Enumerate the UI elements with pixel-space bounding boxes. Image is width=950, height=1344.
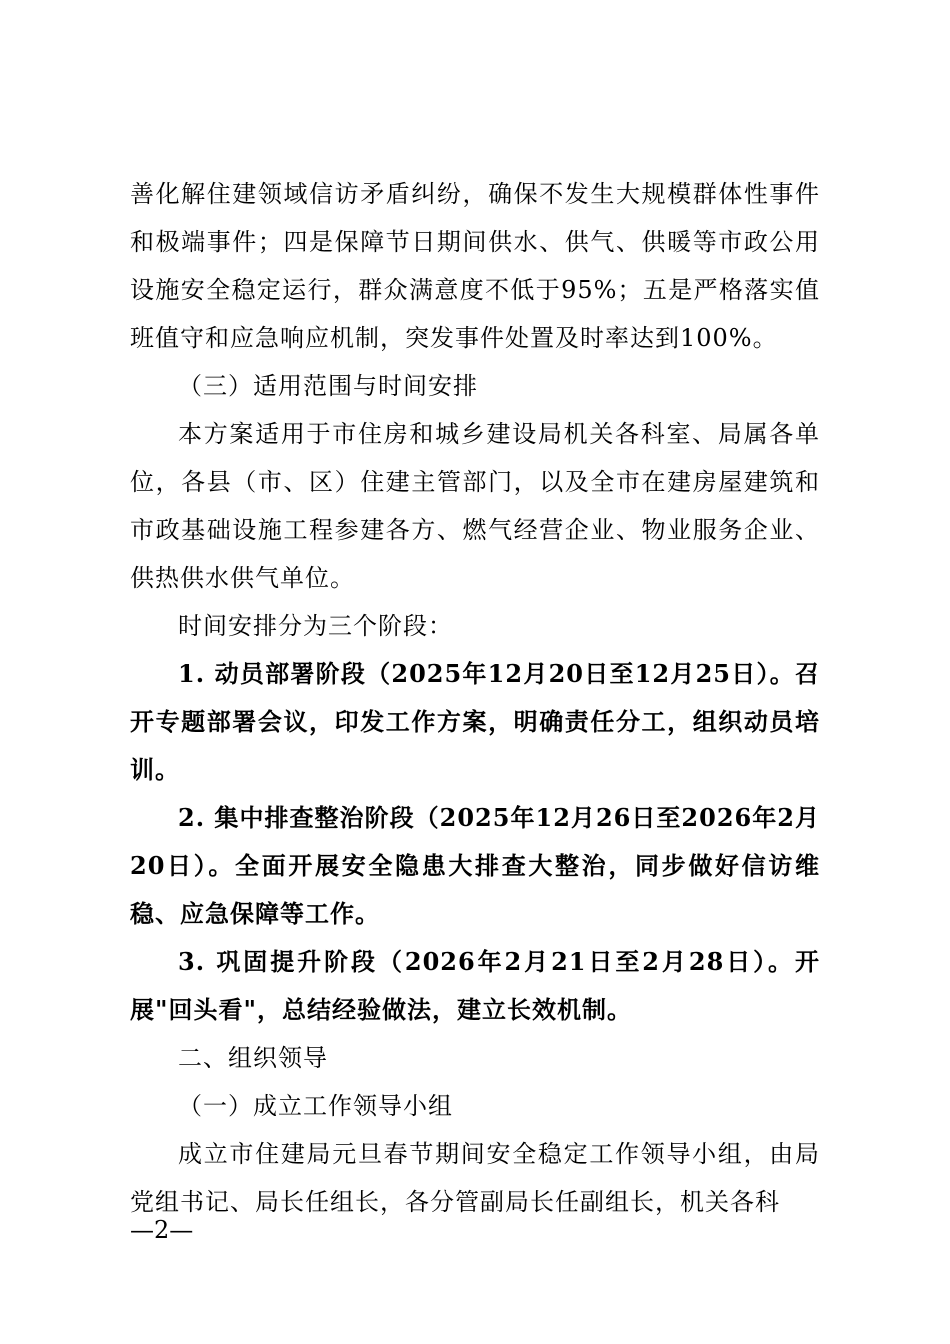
paragraph-leading-group: 成立市住建局元旦春节期间安全稳定工作领导小组，由局党组书记、局长任组长，各分管副局长任副组长，机关各科 [130,1140,820,1216]
stage-1-mobilization: 1. 动员部署阶段（2025年12月20日至12月25日）。召开专题部署会议，印发工作方案，明确责任分工，组织动员培训。 [130,659,820,784]
stage-3-consolidation: 3. 巩固提升阶段（2026年2月21日至2月28日）。开展"回头看"，总结经验做法，建立长效机制。 [130,947,820,1024]
page-number: —2— [130,1216,194,1244]
subheading-scope-schedule: （三）适用范围与时间安排 [178,372,478,400]
paragraph-schedule-intro: 时间安排分为三个阶段： [178,612,453,640]
stage-2-inspection: 2. 集中排查整治阶段（2025年12月26日至2026年2月20日）。全面开展安全隐患大排查大整治，同步做好信访维稳、应急保障等工作。 [130,803,820,928]
document-body [130,170,820,1226]
paragraph-scope: 本方案适用于市住房和城乡建设局机关各科室、局属各单位，各县（市、区）住建主管部门，以及全市在建房屋建筑和市政基础设施工程参建各方、燃气经营企业、物业服务企业、供热供水供气单位。 [130,420,820,592]
paragraph-continued: 善化解住建领域信访矛盾纠纷，确保不发生大规模群体性事件和极端事件；四是保障节日期间供水、供气、供暖等市政公用设施安全稳定运行，群众满意度不低于95%；五是严格落实值班值守和应急响应机制，突发事件处置及时率达到100%。 [130,180,820,352]
subheading-leading-group: （一）成立工作领导小组 [178,1092,453,1120]
heading-organization-leadership: 二、组织领导 [178,1044,328,1072]
